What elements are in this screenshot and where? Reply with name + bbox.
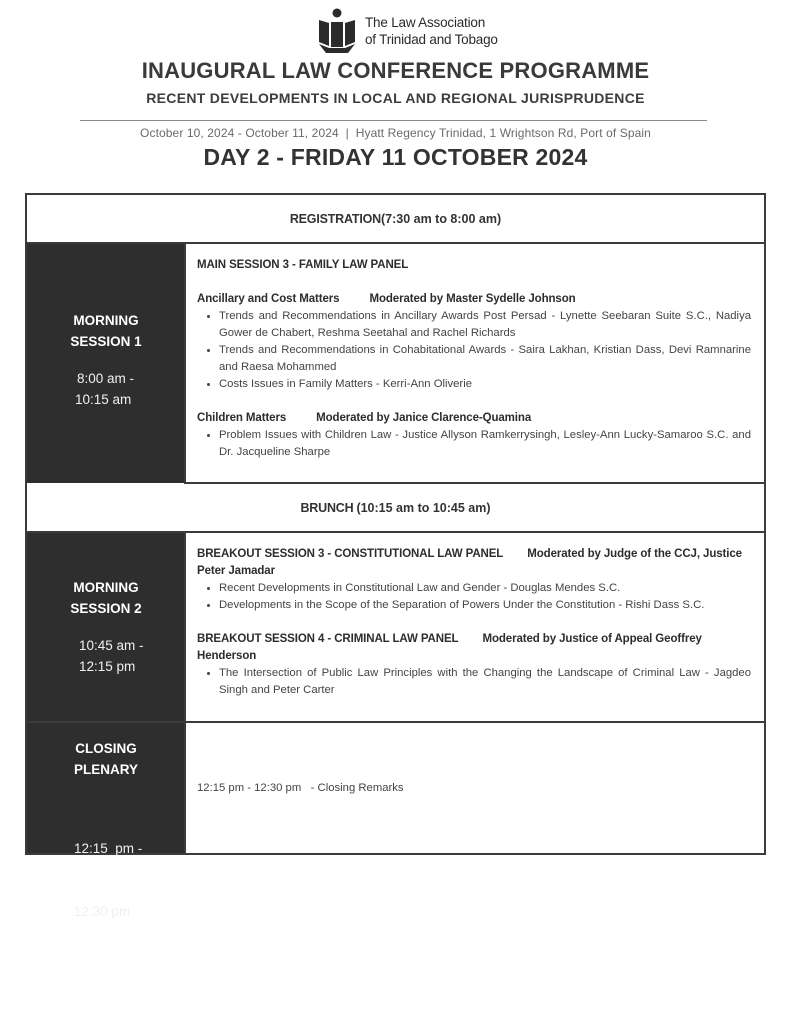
registration-label: REGISTRATION xyxy=(289,212,381,226)
breakout-session-3-heading: BREAKOUT SESSION 3 - CONSTITUTIONAL LAW PANEL Moderated by Judge of the CCJ, Justice Peter Jamadar xyxy=(197,548,742,577)
org-name-line1: The Law Association xyxy=(365,15,486,30)
children-matters-heading: Children Matters Moderated by Janice Clarence-Quamina xyxy=(197,412,532,424)
brunch-time: (10:15 am to 10:45 am) xyxy=(356,501,491,515)
org-name-line2: of Trinidad and Tobago xyxy=(365,32,498,47)
brunch-row xyxy=(27,484,764,532)
morning-session-1-time: 8:00 am - 10:15 am xyxy=(75,371,135,407)
children-talks-list xyxy=(197,427,751,461)
event-meta: October 10, 2024 - October 11, 2024 | Hyatt Regency Trinidad, 1 Wrightson Rd, Port of Spain xyxy=(140,126,651,140)
list-item: • Trends and Recommendations in Cohabitational Awards - Saira Lakhan, Kristian Dass, Devi Ramnarine and Raesa Mohammed xyxy=(219,342,751,376)
ancillary-talks-list xyxy=(197,308,751,393)
morning-session-1-label: MORNING SESSION 1 xyxy=(70,313,142,349)
morning-session-1-cell xyxy=(27,244,185,483)
breakout-session-4-heading: BREAKOUT SESSION 4 - CRIMINAL LAW PANEL Moderated by Justice of Appeal Geoffrey Henderson xyxy=(197,633,702,662)
closing-plenary-time: 12:15 pm - 12:30 pm xyxy=(74,841,143,919)
morning-session-1-content xyxy=(185,244,764,483)
brunch-label: BRUNCH xyxy=(300,501,354,515)
morning-session-2-label: MORNING SESSION 2 xyxy=(70,580,142,616)
registration-time: (7:30 am to 8:00 am) xyxy=(380,212,502,226)
list-item: • The Intersection of Public Law Principles with the Changing the Landscape of Criminal Law - Jagdeo Singh and Peter Carter xyxy=(219,665,751,699)
constitutional-talks-list xyxy=(197,580,751,614)
divider xyxy=(80,120,707,121)
closing-plenary-label: CLOSING PLENARY xyxy=(73,741,138,777)
day-heading: DAY 2 - FRIDAY 11 OCTOBER 2024 xyxy=(203,144,588,170)
criminal-talks-list xyxy=(197,665,751,699)
main-session-3-title: MAIN SESSION 3 - FAMILY LAW PANEL xyxy=(197,259,409,271)
morning-session-2-cell xyxy=(27,533,185,721)
registration-row xyxy=(27,195,764,243)
list-item: • Recent Developments in Constitutional Law and Gender - Douglas Mendes S.C. xyxy=(219,580,751,597)
list-item: • Trends and Recommendations in Ancillary Awards Post Persad - Lynette Seebaran Suite S.C., Nadiya Gower de Chabert, Reshma Seetahal and Rachel Richards xyxy=(219,308,751,342)
list-item: • Developments in the Scope of the Separation of Powers Under the Constitution - Rishi Dass S.C. xyxy=(219,597,751,614)
closing-plenary-content xyxy=(185,723,764,853)
morning-session-2-content xyxy=(185,533,764,721)
org-name xyxy=(365,14,498,48)
page-title: INAUGURAL LAW CONFERENCE PROGRAMME xyxy=(141,58,650,83)
open-book-person-icon xyxy=(318,8,356,54)
ancillary-cost-matters-heading: Ancillary and Cost Matters Moderated by Master Sydelle Johnson xyxy=(197,293,576,305)
closing-plenary-cell xyxy=(27,723,185,919)
morning-session-2-time: 10:45 am - 12:15 pm xyxy=(79,638,144,674)
closing-remarks: 12:15 pm - 12:30 pm - Closing Remarks xyxy=(197,782,404,794)
programme-table xyxy=(25,193,766,919)
list-item: • Costs Issues in Family Matters - Kerri-Ann Oliverie xyxy=(219,376,751,393)
org-logo xyxy=(318,8,498,54)
page-subtitle: RECENT DEVELOPMENTS IN LOCAL AND REGIONAL JURISPRUDENCE xyxy=(146,90,645,106)
list-item: • Problem Issues with Children Law - Justice Allyson Ramkerrysingh, Lesley-Ann Lucky-Samaroo S.C. and Dr. Jacqueline Sharpe xyxy=(219,427,751,461)
